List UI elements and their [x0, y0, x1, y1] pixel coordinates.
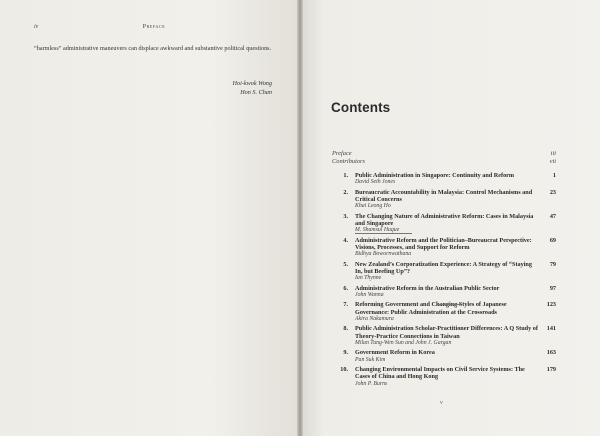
page-folio: iv	[34, 24, 39, 30]
toc-page: 47	[549, 212, 556, 220]
toc-page: 69	[549, 236, 556, 244]
front-matter-list	[332, 150, 556, 165]
toc-title: Public Administration Scholar-Practitioner Differences: A Q Study of Theory-Practice Connections in Taiwan	[355, 325, 538, 340]
front-matter-item	[332, 158, 556, 166]
toc-title: New Zealand’s Corporatization Experience: A Strategy of “Staying In, but Beefing Up”?	[355, 260, 532, 275]
toc-page: 1	[552, 172, 556, 179]
front-matter-label: Preface	[332, 150, 352, 157]
toc-author: Milan Tung-Wen Sun and John J. Gargan	[355, 340, 452, 346]
toc-author: M. Shamsul Haque	[355, 227, 400, 234]
toc-title: Administrative Reform in the Australian Public Sector	[355, 284, 500, 292]
toc-page: 123	[546, 301, 556, 309]
toc-number: 4.	[343, 236, 348, 244]
toc-entry	[334, 172, 556, 186]
toc-author: Pan Suk Kim	[355, 356, 386, 363]
pencil-underline	[355, 232, 412, 234]
toc-number: 8.	[343, 325, 348, 333]
toc-number: 1.	[343, 172, 348, 179]
signatures	[150, 80, 272, 97]
toc-author: Bidhya Bowornwathana	[355, 251, 412, 258]
toc-number: 6.	[343, 284, 348, 292]
toc-number: 2.	[343, 188, 348, 196]
toc-number: 10.	[340, 365, 348, 373]
toc-title: The Changing Nature of Administrative Reform: Cases in Malaysia and Singapore	[355, 212, 534, 227]
page-footer-folio: v	[440, 400, 443, 406]
toc-entry	[334, 366, 556, 388]
toc-entry	[334, 261, 556, 283]
toc-page: 23	[549, 188, 556, 196]
front-matter-page: iii	[550, 150, 556, 157]
toc-entry	[334, 189, 556, 211]
toc-title: Reforming Government and Changing Styles of Japanese Governance: Public Administration at the Crossroads	[355, 301, 507, 316]
signature-1: Hoi-kwok Wong	[232, 80, 272, 87]
toc-title: Government Reform in Korea	[355, 349, 435, 357]
toc-page: 141	[546, 325, 556, 333]
toc-number: 3.	[343, 212, 348, 220]
pencil-underline	[437, 303, 461, 305]
book-gutter	[297, 0, 303, 436]
toc-number: 9.	[343, 349, 348, 357]
preface-text: “harmless” administrative maneuvers can displace awkward and substantive political questions.	[34, 45, 272, 52]
running-head-title: Preface	[142, 24, 166, 30]
toc-list	[334, 172, 556, 390]
toc-title: Bureaucratic Accountability in Malaysia: Control Mechanisms and Critical Concerns	[355, 188, 533, 203]
signature-2: Hon S. Chan	[240, 88, 272, 96]
toc-page: 79	[549, 260, 556, 268]
toc-title: Administrative Reform and the Politician–Bureaucrat Perspective: Visions, Processes, and Support for Reform	[355, 236, 532, 251]
toc-entry	[334, 237, 556, 259]
toc-author: John P. Burns	[355, 380, 388, 387]
toc-author: Ian Thynne	[355, 275, 382, 282]
toc-entry	[334, 285, 556, 299]
toc-author: David Seth Jones	[355, 179, 396, 186]
toc-author: Khai Leong Ho	[355, 203, 391, 210]
front-matter-label: Contributors	[332, 157, 366, 165]
toc-entry	[334, 349, 556, 363]
contents-title: Contents	[331, 100, 391, 115]
toc-title: Changing Environmental Impacts on Civil Service Systems: The Cases of China and Hong Kong	[355, 365, 525, 381]
front-matter-page: vii	[549, 157, 556, 165]
toc-number: 5.	[343, 260, 348, 268]
toc-page: 179	[546, 365, 556, 373]
toc-author: Akira Nakamura	[355, 316, 394, 322]
toc-entry	[334, 325, 556, 347]
front-matter-item	[332, 150, 556, 158]
toc-page: 163	[546, 349, 556, 357]
toc-page: 97	[549, 284, 556, 292]
toc-number: 7.	[343, 301, 348, 309]
toc-title: Public Administration in Singapore: Continuity and Reform	[355, 172, 515, 179]
toc-author: John Wanna	[355, 292, 384, 298]
